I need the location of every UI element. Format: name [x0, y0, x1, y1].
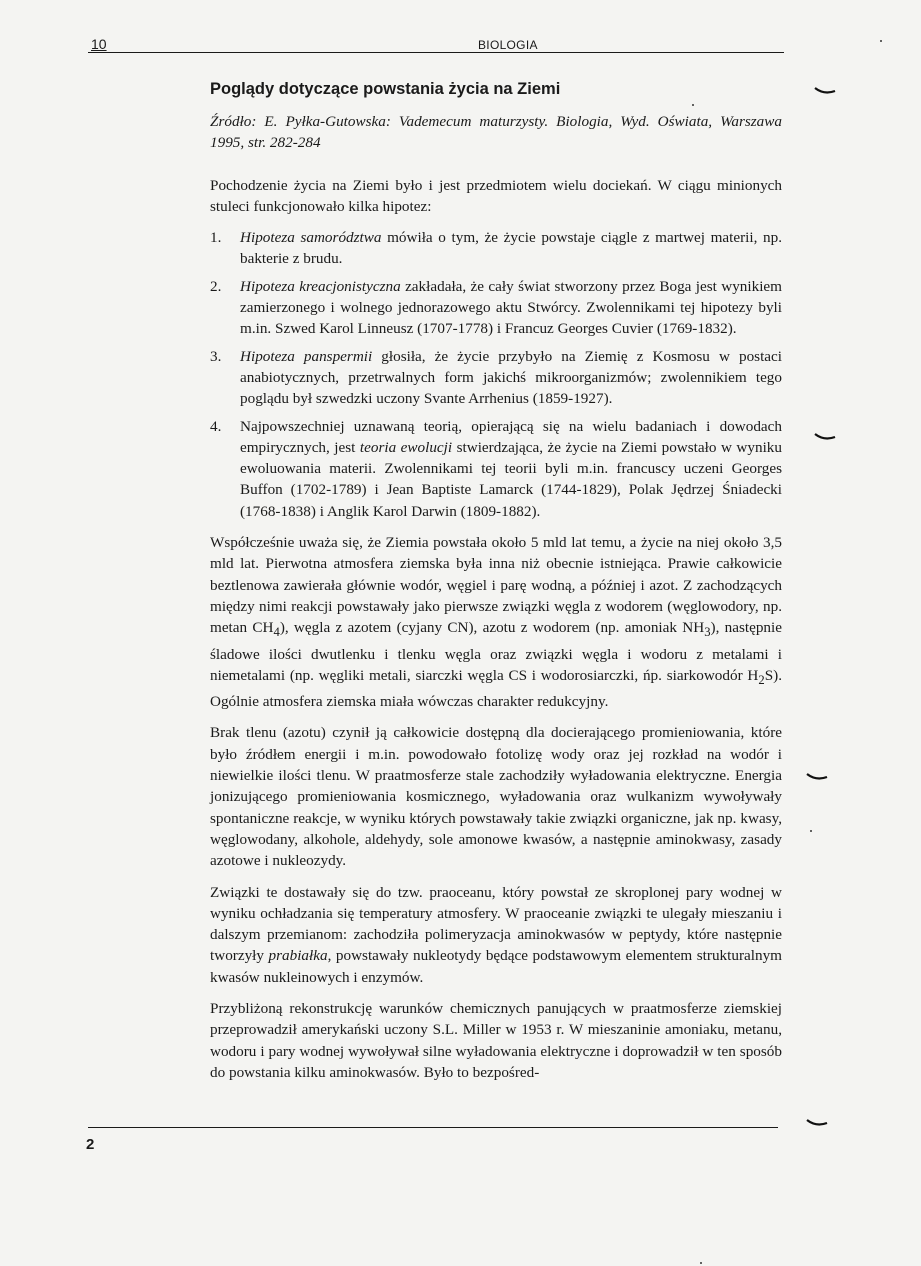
hypothesis-term: Hipoteza kreacjonistyczna — [240, 277, 401, 295]
hypothesis-description: zakładała, że cały świat stworzony przez Boga jest wynikiem zamierzonego i wolnego jednorazowego aktu Stwórcy. Zwolennikami tej hipotezy byli m.in. Szwed Karol Linneusz (1707-1778) i Francuz Georges Cuvier (1769-1832). — [240, 277, 782, 338]
article-body — [210, 78, 782, 1093]
prabialka-term: prabiałka — [268, 947, 328, 965]
hypothesis-term: Hipoteza samorództwa — [240, 229, 382, 247]
text-segment: Współcześnie uważa się, że Ziemia powstała około 5 mld lat temu, a życie na niej około 3,5 mld lat. Pierwotna atmosfera ziemska była inna niż obecnie istniejąca. Prawie całkowicie beztlenowa zawierała głównie wodór, węgiel i parę wodną, a później i azot. Z zachodzących między nimi reakcji powstawały jako pierwsze związki węgla z wodorem (węglowodory, np. metan CH — [210, 534, 782, 637]
theory-term: teoria ewolucji — [359, 438, 453, 456]
text-segment: Najpowszechniej uznawaną teorią, opierającą się na wielu badaniach i dowodach empirycznych, jest — [240, 417, 782, 456]
list-item-text — [240, 346, 782, 410]
radiation-paragraph: Brak tlenu (azotu) czynił ją całkowicie dostępną dla docierającego promieniowania, które było źródłem energii i m.in. powodowało fotolizę wody oraz jej rozkład na wodór i niewielkie ilości tlenu. W praatmosferze stale zachodziły wyładowania elektryczne. Energia jonizującego promieniowania kosmicznego, wyładowania oraz wulkanizm wywoływały spontaniczne reakcje, w wyniku których powstawały takie związki organiczne, jak np. kwasy, węglowodany, alkohole, aldehydy, sole amonowe kwasów, a następnie aminokwasy, zasady azotowe i nukleozydy. — [210, 724, 782, 870]
list-item-text — [240, 416, 782, 522]
list-item — [210, 276, 782, 340]
margin-tick-icon — [814, 432, 836, 442]
margin-tick-icon — [814, 86, 836, 96]
hypothesis-description: mówiła o tym, że życie powstaje ciągle z martwej materii, np. bakterie z brudu. — [240, 229, 782, 268]
text-segment: ), węgla z azotem (cyjany CN), azotu z wodorem (np. amoniak NH — [279, 619, 705, 637]
scan-speck — [810, 830, 812, 832]
article-title: Poglądy dotyczące powstania życia na Ziemi — [210, 80, 561, 98]
header-rule — [88, 52, 784, 53]
hypotheses-list — [210, 227, 782, 522]
intro-paragraph: Pochodzenie życia na Ziemi było i jest przedmiotem wielu dociekań. W ciągu minionych stuleci funkcjonowało kilka hipotez: — [210, 176, 782, 215]
footer-rule — [88, 1127, 778, 1128]
list-item-text — [240, 276, 782, 340]
list-number: 1. — [210, 229, 222, 247]
subscript: 2 — [758, 672, 765, 687]
scan-speck — [880, 40, 882, 42]
text-segment: ), następnie śladowe ilości dwutlenku i tlenku węgla oraz związki węgla i wodoru z metalami i niemetalami (np. węgliki metali, siarczki węgla CS i wodorosiarczki, ńp. siarkowodór H — [210, 619, 782, 684]
atmosphere-paragraph — [210, 532, 782, 712]
list-item — [210, 227, 782, 270]
list-number: 3. — [210, 347, 222, 365]
list-item-text — [240, 227, 782, 270]
list-number: 2. — [210, 277, 222, 295]
scan-speck — [692, 104, 694, 106]
scan-speck — [700, 1262, 702, 1264]
miller-paragraph: Przybliżoną rekonstrukcję warunków chemicznych panujących w praatmosferze ziemskiej przeprowadził amerykański uczony S.L. Miller w 1953 r. W mieszaninie amoniaku, metanu, wodoru i pary wodnej wywoływał silne wyładowania elektryczne i doprowadził w ten sposób do powstania kilku aminokwasów. Było to bezpośred- — [210, 1000, 782, 1081]
running-head: BIOLOGIA — [478, 38, 538, 52]
praocean-paragraph — [210, 882, 782, 988]
text-segment: Związki te dostawały się do tzw. praoceanu, który powstał ze skroplonej pary wodnej w wyniku ochładzania się temperatury atmosfery. W praoceanie związki te ulegały mieszaniu i dalszym przemianom: zachodziła polimeryzacja aminokwasów w peptydy, które następnie tworzyły — [210, 883, 782, 965]
hypothesis-description: głosiła, że życie przybyło na Ziemię z Kosmosu w postaci anabiotycznych, przetrwalnych form jakichś mikroorganizmów; zwolennikiem tego poglądu był szwedzki uczony Svante Arrhenius (1859-1927). — [240, 347, 782, 408]
hypothesis-term: Hipoteza panspermii — [240, 347, 373, 365]
margin-tick-icon — [806, 1118, 828, 1128]
list-item — [210, 346, 782, 410]
text-segment: S). Ogólnie atmosfera ziemska miała wówczas charakter redukcyjny. — [210, 666, 782, 711]
text-segment: , powstawały nukleotydy będące podstawowym elementem strukturalnym kwasów nukleinowych i enzymów. — [210, 947, 782, 986]
header-page-number: 10 — [91, 36, 107, 52]
subscript: 4 — [273, 625, 280, 640]
margin-tick-icon — [806, 772, 828, 782]
text-segment: stwierdzająca, że życie na Ziemi powstało w wyniku ewoluowania materii. Zwolennikami tej teorii byli m.in. francuscy uczeni Georges Buffon (1702-1789) i Jean Baptiste Lamarck (1744-1829), Polak Jędrzej Śniadecki (1768-1838) i Anglik Karol Darwin (1809-1882). — [240, 438, 782, 520]
list-number: 4. — [210, 417, 222, 435]
subscript: 3 — [704, 625, 711, 640]
sheet-number: 2 — [86, 1136, 95, 1153]
source-citation: Źródło: E. Pyłka-Gutowska: Vademecum maturzysty. Biologia, Wyd. Oświata, Warszawa 1995, str. 282-284 — [210, 113, 782, 152]
list-item — [210, 416, 782, 522]
